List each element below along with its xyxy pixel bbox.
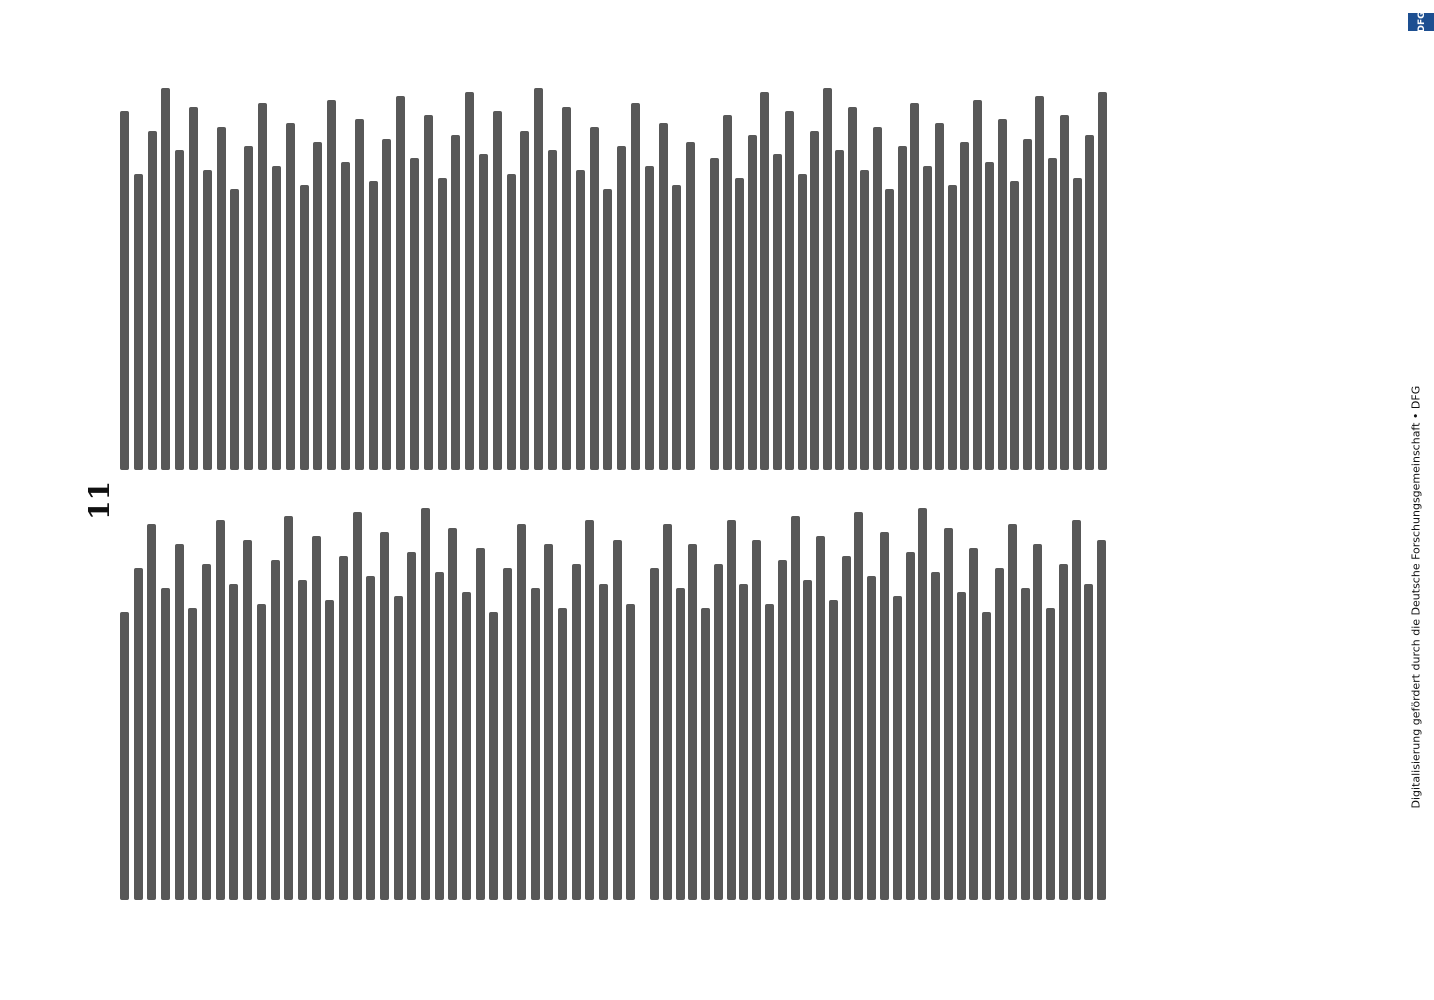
text-line [465,92,474,470]
text-line [203,170,212,470]
text-line [765,604,774,900]
text-line [944,528,953,900]
text-line [520,131,529,470]
text-line [1033,544,1042,900]
text-line [120,612,129,900]
text-line [760,92,769,470]
text-line [339,556,348,900]
text-line [752,540,761,900]
text-line [686,142,695,470]
text-line [672,185,681,470]
text-line [1072,520,1081,900]
text-line [421,508,430,900]
text-line [298,580,307,900]
dfg-sidebar [1408,0,1434,1000]
text-line [257,604,266,900]
text-line [791,516,800,900]
text-line [998,119,1007,470]
text-line [873,127,882,470]
text-line [585,520,594,900]
text-line [957,592,966,900]
text-line [973,100,982,471]
text-line [885,189,894,470]
text-line [1098,92,1107,470]
text-line [701,608,710,900]
text-line [217,127,226,470]
text-line [659,123,668,470]
text-line [1008,524,1017,900]
text-line [448,528,457,900]
text-line [327,100,336,471]
text-line [617,146,626,470]
text-line [631,103,640,470]
text-line [243,540,252,900]
text-line [438,178,447,471]
text-line [613,540,622,900]
text-line [1060,115,1069,470]
text-line [517,524,526,900]
text-line [188,608,197,900]
text-line [739,584,748,900]
text-line [969,548,978,900]
text-line [626,604,635,900]
text-line [810,131,819,470]
text-line [906,552,915,900]
text-line [355,119,364,470]
text-line [1046,608,1055,900]
text-line [880,532,889,900]
text-line [382,139,391,471]
text-line [785,111,794,470]
text-line [161,88,170,470]
text-line [860,170,869,470]
text-line [369,181,378,470]
text-line [451,135,460,470]
text-line [676,588,685,900]
text-line [202,564,211,900]
text-line [230,189,239,470]
text-line [829,600,838,900]
digitization-note: Digitalisierung gefördert durch die Deutsche Forschungsgemeinschaft • DFG [1409,385,1423,809]
text-line [798,174,807,470]
text-line [960,142,969,470]
text-line [898,146,907,470]
text-line [603,189,612,470]
text-line [727,520,736,900]
text-line [1073,178,1082,471]
text-line [816,536,825,900]
text-line [353,512,362,900]
text-line [366,576,375,900]
text-line [918,508,927,900]
text-line [1021,588,1030,900]
text-line [284,516,293,900]
text-line [134,174,143,470]
text-line [462,592,471,900]
text-line [931,572,940,900]
text-line [1035,96,1044,470]
text-line [120,111,129,470]
text-line [1097,540,1106,900]
text-line [161,588,170,900]
text-line [503,568,512,900]
text-line [147,524,156,900]
text-line [982,612,991,900]
text-line [325,600,334,900]
text-line [923,166,932,470]
text-line [216,520,225,900]
text-line [407,552,416,900]
text-line [300,185,309,470]
text-line [599,584,608,900]
text-line [910,103,919,470]
text-line [893,596,902,900]
text-line [507,174,516,470]
text-line [1010,181,1019,470]
text-line [995,568,1004,900]
text-line [1059,564,1068,900]
text-line [867,576,876,900]
text-line [286,123,295,470]
text-line [576,170,585,470]
text-line [842,556,851,900]
text-line [688,544,697,900]
text-line [714,564,723,900]
text-line [313,142,322,470]
text-line [1048,158,1057,470]
text-line [531,588,540,900]
text-line [848,107,857,470]
text-line [663,524,672,900]
text-line [229,584,238,900]
text-line [803,580,812,900]
text-line [410,158,419,470]
text-line [134,568,143,900]
text-line [394,596,403,900]
text-line [572,564,581,900]
text-line [948,185,957,470]
dfg-logo: DFG [1408,13,1434,31]
text-line [735,178,744,471]
text-line [562,107,571,470]
text-line [479,154,488,470]
text-line [985,162,994,470]
text-line [435,572,444,900]
text-line [1085,135,1094,470]
text-line [189,107,198,470]
text-line [396,96,405,470]
text-line [544,544,553,900]
text-line [823,88,832,470]
text-line [534,88,543,470]
text-line [175,150,184,470]
text-line [175,544,184,900]
text-line [476,548,485,900]
text-line [935,123,944,470]
text-line [773,154,782,470]
text-line [489,612,498,900]
text-line [258,103,267,470]
page-number: 11 [82,481,116,520]
text-line [493,111,502,470]
text-line [1084,584,1093,900]
text-line [748,135,757,470]
text-line [710,158,719,470]
text-line [835,150,844,470]
text-line [424,115,433,470]
text-line [548,150,557,470]
text-line [312,536,321,900]
text-line [244,146,253,470]
text-line [645,166,654,470]
text-line [380,532,389,900]
text-line [341,162,350,470]
text-line [854,512,863,900]
text-line [1023,139,1032,471]
text-line [723,115,732,470]
text-line [148,131,157,470]
text-line [650,568,659,900]
text-line [778,560,787,900]
text-line [590,127,599,470]
text-line [272,166,281,470]
text-line [271,560,280,900]
text-line [558,608,567,900]
